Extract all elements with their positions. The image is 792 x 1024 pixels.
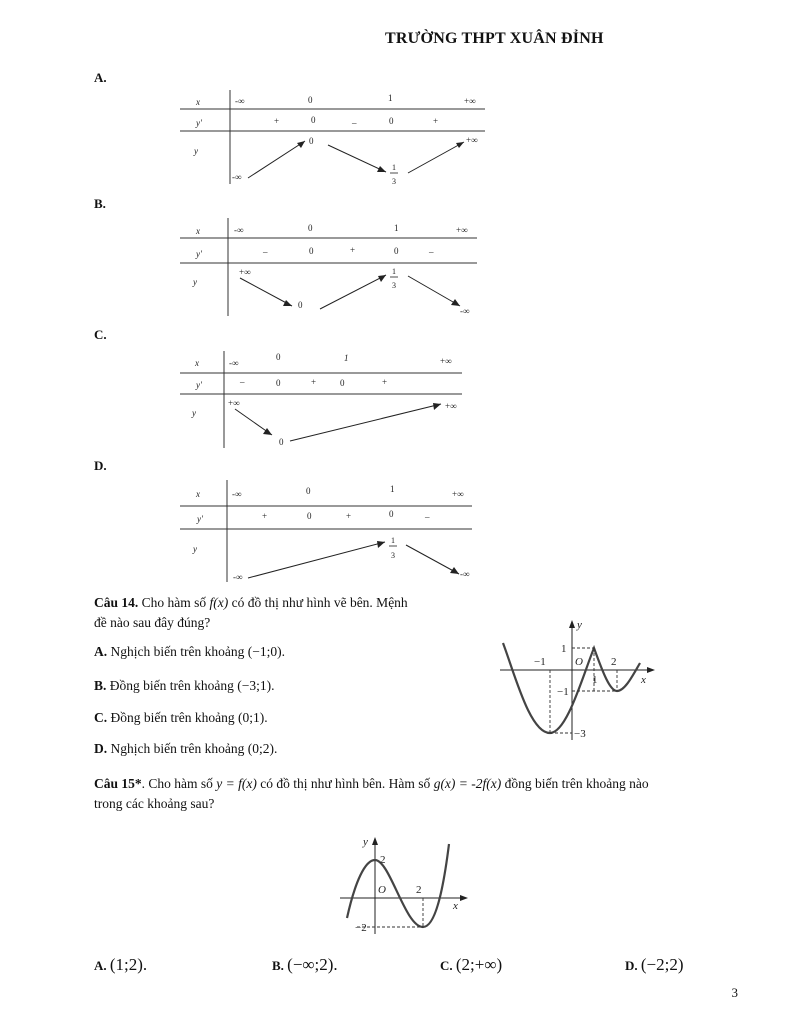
x-val-0: 0 [308, 223, 313, 233]
y-tick-1: 1 [561, 643, 567, 655]
row-label-x: x [195, 358, 199, 368]
x-val-0: 0 [308, 95, 313, 105]
q15-function-graph [335, 832, 475, 937]
y-val-start: -∞ [232, 172, 242, 182]
q14-option-c[interactable] [94, 710, 268, 726]
variation-table-d [180, 478, 480, 586]
q14-option-letter: A. [94, 644, 108, 659]
deriv-sign-2: + [346, 511, 352, 521]
row-label-yprime: y′ [196, 380, 202, 390]
deriv-zero-2: 0 [340, 378, 345, 388]
q14-option-letter: B. [94, 678, 107, 693]
y-val-end: -∞ [460, 306, 470, 316]
variation-table-b [180, 216, 490, 322]
y-tick-2: 2 [380, 854, 386, 866]
row-label-yprime: y′ [196, 118, 202, 128]
y-tick-minus-2: −2 [355, 922, 367, 934]
q15-option-value: (−2;2) [640, 955, 684, 974]
x-val-1: 1 [390, 484, 395, 494]
question-15-line-2: trong các khoảng sau? [94, 796, 215, 811]
deriv-zero-2: 0 [389, 116, 394, 126]
question-15-text-3: đồng biến trên khoảng nào [501, 776, 649, 791]
y-max-denominator: 3 [391, 551, 395, 560]
y-val-min: 0 [298, 300, 303, 310]
deriv-sign-3: + [433, 116, 439, 126]
deriv-sign-3: – [425, 512, 430, 522]
option-c-label: C. [94, 327, 107, 342]
page-number: 3 [731, 985, 738, 1000]
x-tick-2: 2 [611, 656, 617, 668]
y-val-max: 0 [309, 136, 314, 146]
deriv-sign-2: + [311, 377, 317, 387]
q14-option-text: Đồng biến trên khoảng [107, 710, 238, 725]
question-15-label: Câu 15* [94, 776, 142, 791]
y-axis-label: y [363, 836, 368, 848]
deriv-sign-3: + [382, 377, 388, 387]
row-label-y: y [194, 146, 198, 156]
deriv-zero-2: 0 [394, 246, 399, 256]
row-label-x: x [196, 489, 200, 499]
x-val-0: 0 [276, 352, 281, 362]
q14-option-b[interactable] [94, 678, 274, 694]
q14-option-text: Nghịch biến trên khoảng [107, 644, 248, 659]
x-axis-label: x [641, 674, 646, 686]
q14-option-text: Nghịch biến trên khoảng [107, 741, 248, 756]
deriv-sign-2: – [352, 118, 357, 128]
deriv-sign-1: – [240, 377, 245, 387]
q14-option-interval: (−1;0). [247, 644, 285, 659]
option-d-label: D. [94, 458, 107, 473]
q14-option-text: Đồng biến trên khoảng [106, 678, 238, 693]
question-14-func: f(x) [209, 595, 229, 610]
variation-table-a [180, 88, 490, 188]
x-tick-1: 1 [592, 674, 598, 686]
y-max-denominator: 3 [392, 281, 396, 290]
question-15-expr-1: y = f(x) [216, 776, 257, 791]
y-tick-minus-1: −1 [557, 686, 569, 698]
question-14 [94, 593, 474, 633]
y-axis-label: y [577, 619, 582, 631]
question-15-text-2: có đồ thị như hình bên. Hàm số [256, 776, 434, 791]
q14-option-interval: (−3;1). [237, 678, 275, 693]
row-label-y: y [193, 277, 197, 287]
row-label-x: x [196, 97, 200, 107]
q15-option-value: (2;+∞) [455, 955, 503, 974]
x-val-pos-inf: +∞ [456, 225, 468, 235]
q15-option-letter: C. [440, 958, 453, 973]
q15-option-value: (1;2). [109, 955, 148, 974]
origin-label: O [378, 884, 386, 896]
y-val-start: +∞ [239, 267, 251, 277]
q14-option-d[interactable] [94, 741, 277, 757]
x-val-0: 0 [306, 486, 311, 496]
deriv-sign-1: + [274, 116, 280, 126]
option-b-label: B. [94, 196, 106, 211]
q15-option-b[interactable] [272, 955, 338, 975]
q15-option-a[interactable] [94, 955, 147, 975]
deriv-zero-1: 0 [307, 511, 312, 521]
x-val-neg-inf: -∞ [235, 96, 245, 106]
deriv-sign-1: – [263, 247, 268, 257]
origin-label: O [575, 656, 583, 668]
y-val-start: -∞ [233, 572, 243, 582]
question-15-expr-2: g(x) = -2f(x) [433, 776, 502, 791]
q14-option-letter: C. [94, 710, 108, 725]
row-label-y: y [192, 408, 196, 418]
q14-option-interval: (0;2). [247, 741, 278, 756]
row-label-yprime: y′ [196, 249, 202, 259]
q14-option-interval: (0;1). [237, 710, 268, 725]
variation-table-c [180, 348, 470, 452]
x-val-neg-inf: -∞ [234, 225, 244, 235]
x-val-neg-inf: -∞ [232, 489, 242, 499]
deriv-sign-1: + [262, 511, 268, 521]
deriv-sign-3: – [429, 247, 434, 257]
deriv-zero-1: 0 [311, 115, 316, 125]
y-val-end: +∞ [445, 401, 457, 411]
q15-option-c[interactable] [440, 955, 502, 975]
row-label-yprime: y′ [197, 514, 203, 524]
question-15-text-1: . Cho hàm số [141, 776, 217, 791]
option-a-label: A. [94, 70, 107, 85]
question-14-text-1: Cho hàm số [138, 595, 210, 610]
y-max-numerator: 1 [391, 536, 395, 545]
q14-option-a[interactable] [94, 644, 285, 660]
x-val-1: 1 [388, 93, 393, 103]
y-min-denominator: 3 [392, 177, 396, 186]
x-val-pos-inf: +∞ [440, 356, 452, 366]
x-val-pos-inf: +∞ [452, 489, 464, 499]
q14-function-graph [495, 615, 660, 745]
x-val-neg-inf: -∞ [229, 358, 239, 368]
x-tick-2: 2 [416, 884, 422, 896]
x-val-1: 1 [394, 223, 399, 233]
x-val-pos-inf: +∞ [464, 96, 476, 106]
y-val-start: +∞ [228, 398, 240, 408]
q15-option-letter: A. [94, 958, 107, 973]
q15-option-letter: D. [625, 958, 638, 973]
q15-option-d[interactable] [625, 955, 684, 975]
question-14-line-2: đề nào sau đây đúng? [94, 615, 211, 630]
question-14-label: Câu 14. [94, 595, 139, 610]
q14-option-letter: D. [94, 741, 108, 756]
question-15 [94, 774, 754, 814]
q15-option-letter: B. [272, 958, 284, 973]
y-tick-minus-3: −3 [574, 728, 586, 740]
q15-option-value: (−∞;2). [287, 955, 338, 974]
y-val-end: -∞ [460, 569, 470, 579]
x-val-1: 1 [344, 353, 349, 363]
page-header-title: TRƯỜNG THPT XUÂN ĐỈNH [385, 30, 604, 47]
question-14-text-2: có đồ thị như hình vẽ bên. Mệnh [228, 595, 408, 610]
deriv-zero-1: 0 [276, 378, 281, 388]
y-min-numerator: 1 [392, 163, 396, 172]
row-label-y: y [193, 544, 197, 554]
deriv-sign-2: + [350, 245, 356, 255]
y-max-numerator: 1 [392, 267, 396, 276]
y-val-end: +∞ [466, 135, 478, 145]
x-axis-label: x [453, 900, 458, 912]
deriv-zero-2: 0 [389, 509, 394, 519]
x-tick-minus-1: −1 [534, 656, 546, 668]
y-val-min: 0 [279, 437, 284, 447]
row-label-x: x [196, 226, 200, 236]
deriv-zero-1: 0 [309, 246, 314, 256]
